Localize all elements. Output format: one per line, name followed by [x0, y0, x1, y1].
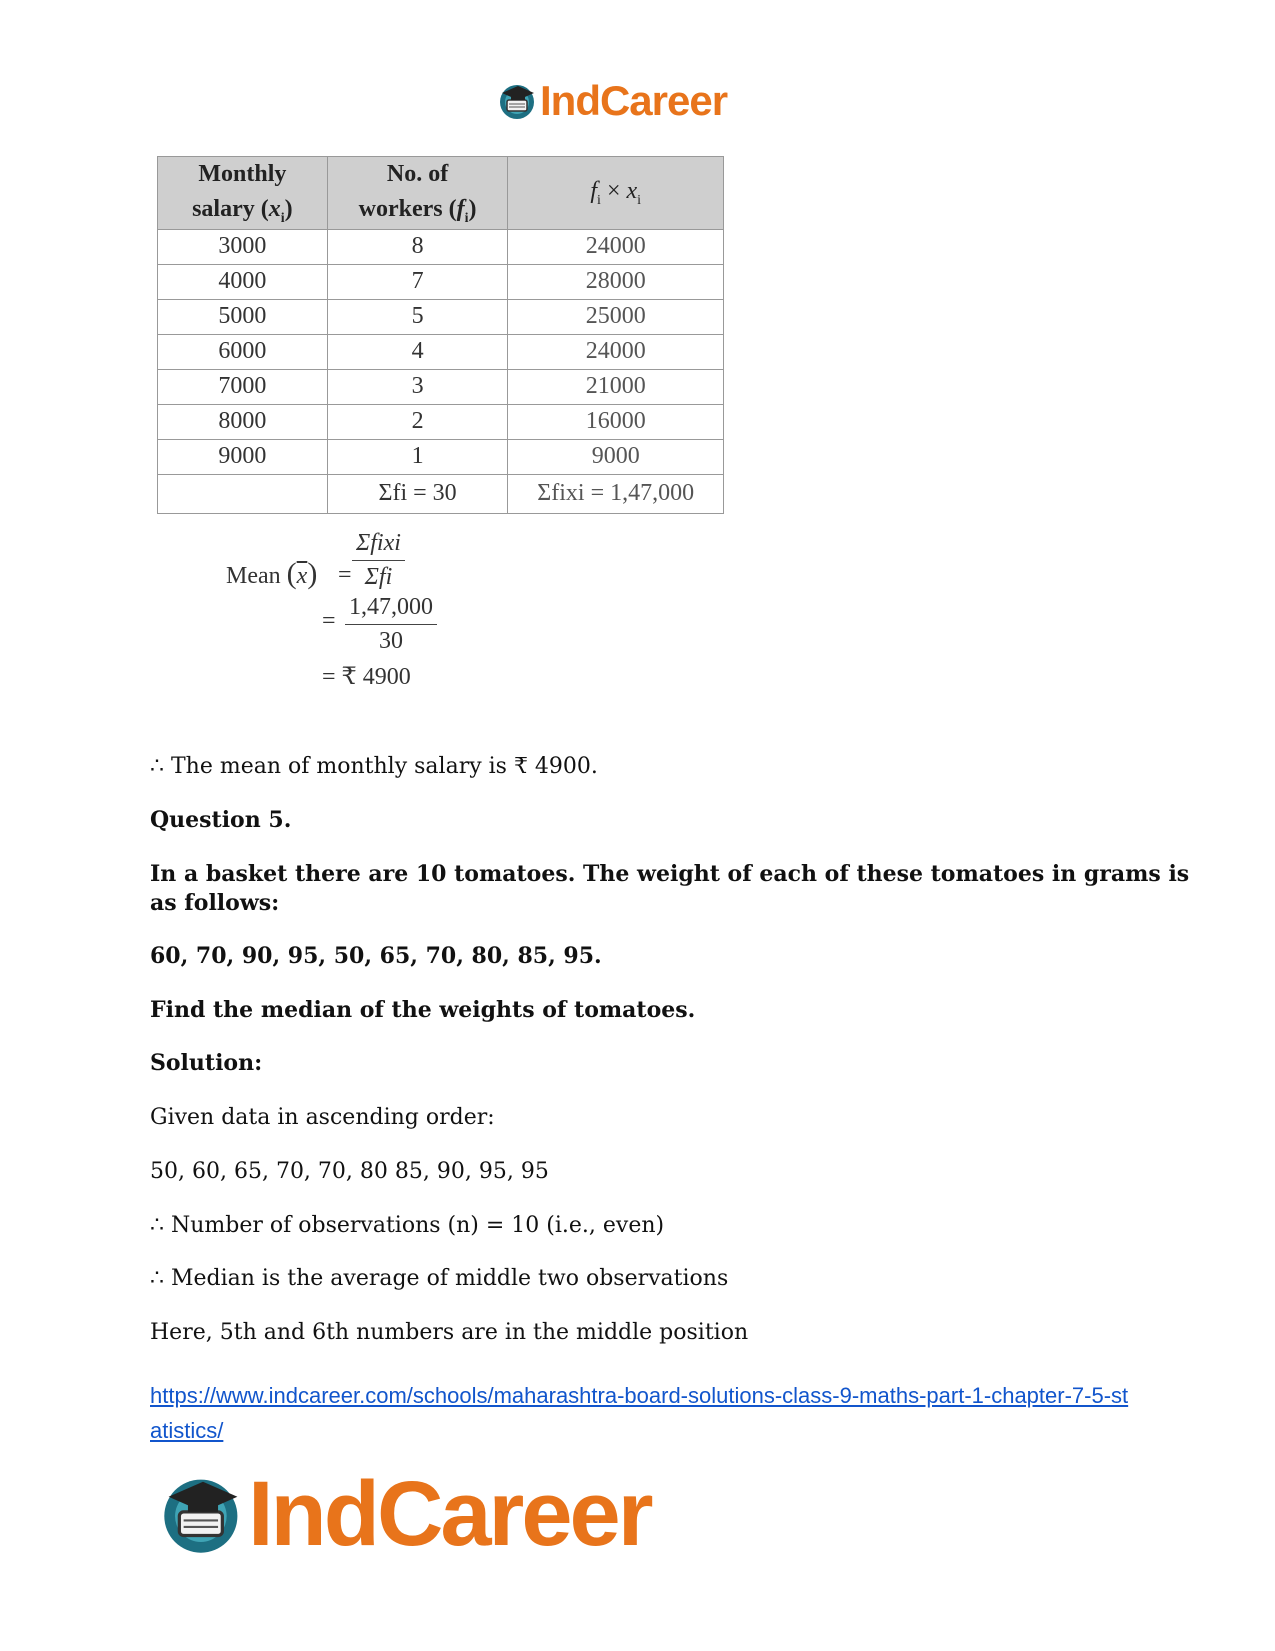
frequency-table	[157, 156, 724, 514]
ascending-order-line: Given data in ascending order:	[150, 1105, 495, 1130]
frequency-table-image	[157, 156, 724, 514]
logo-text: IndCareer	[248, 1463, 651, 1565]
table-cell	[158, 474, 328, 513]
question-title: Question 5.	[150, 807, 292, 833]
graduation-cap-icon	[160, 1473, 246, 1555]
question-text-line2: as follows:	[150, 890, 280, 916]
middle-position: Here, 5th and 6th numbers are in the middle position	[150, 1320, 749, 1345]
table-cell: 28000	[508, 264, 724, 299]
table-row	[158, 369, 724, 404]
table-cell: 5	[327, 299, 508, 334]
table-cell: 7000	[158, 369, 328, 404]
graduation-cap-icon	[498, 82, 538, 120]
median-rule: ∴ Median is the average of middle two observations	[150, 1266, 729, 1291]
table-cell: 25000	[508, 299, 724, 334]
header-fixi: $f_i \times x_i$	[508, 157, 724, 230]
table-cell: 3000	[158, 229, 328, 264]
table-row	[158, 264, 724, 299]
mean-substitution: 1,47,000 30	[345, 594, 437, 655]
table-cell: 9000	[158, 439, 328, 474]
question-data: 60, 70, 90, 95, 50, 65, 70, 80, 85, 95.	[150, 943, 602, 969]
table-cell: 24000	[508, 334, 724, 369]
table-cell: 8000	[158, 404, 328, 439]
sum-fi: Σfi = 30	[327, 474, 508, 513]
table-row	[158, 404, 724, 439]
mean-formula: Σfixi Σfi	[352, 530, 405, 591]
table-cell: 3	[327, 369, 508, 404]
header-monthly-salary: Monthly salary $(x_i)$	[158, 157, 328, 230]
table-cell: 5000	[158, 299, 328, 334]
table-cell: 4	[327, 334, 508, 369]
table-cell: 7	[327, 264, 508, 299]
indcareer-logo	[498, 77, 728, 124]
table-cell: 4000	[158, 264, 328, 299]
indcareer-logo-large	[160, 1463, 651, 1565]
header-no-of-workers: No. of workers $(f_i)$	[327, 157, 508, 230]
table-row	[158, 229, 724, 264]
mean-label: Mean $(\overline{x})$	[226, 557, 318, 590]
table-cell: 2	[327, 404, 508, 439]
mean-computation: Mean $(\overline{x})$ = Σfixi Σfi = 1,47,000 30 = ₹ 4900	[150, 530, 730, 730]
table-row	[158, 334, 724, 369]
question-text-line1: In a basket there are 10 tomatoes. The weight of each of these tomatoes in grams is	[150, 861, 1190, 887]
table-cell: 21000	[508, 369, 724, 404]
mean-result: = ₹ 4900	[322, 664, 411, 690]
sum-fixi: Σfixi = 1,47,000	[508, 474, 724, 513]
table-row	[158, 439, 724, 474]
number-of-observations: ∴ Number of observations (n) = 10 (i.e., even)	[150, 1213, 665, 1238]
table-cell: 8	[327, 229, 508, 264]
solution-label: Solution:	[150, 1050, 263, 1076]
source-link[interactable]: https://www.indcareer.com/schools/maharashtra-board-solutions-class-9-maths-part-1-chapter-7-5-statistics/	[150, 1383, 1129, 1443]
sorted-data: 50, 60, 65, 70, 70, 80 85, 90, 95, 95	[150, 1159, 549, 1184]
table-row	[158, 299, 724, 334]
table-cell: 16000	[508, 404, 724, 439]
table-cell: 6000	[158, 334, 328, 369]
table-sum-row	[158, 474, 724, 513]
table-cell: 24000	[508, 229, 724, 264]
table-cell: 9000	[508, 439, 724, 474]
question-ask: Find the median of the weights of tomatoes.	[150, 997, 696, 1023]
logo-text: IndCareer	[540, 77, 728, 124]
table-cell: 1	[327, 439, 508, 474]
mean-conclusion: ∴ The mean of monthly salary is ₹ 4900.	[150, 754, 598, 779]
